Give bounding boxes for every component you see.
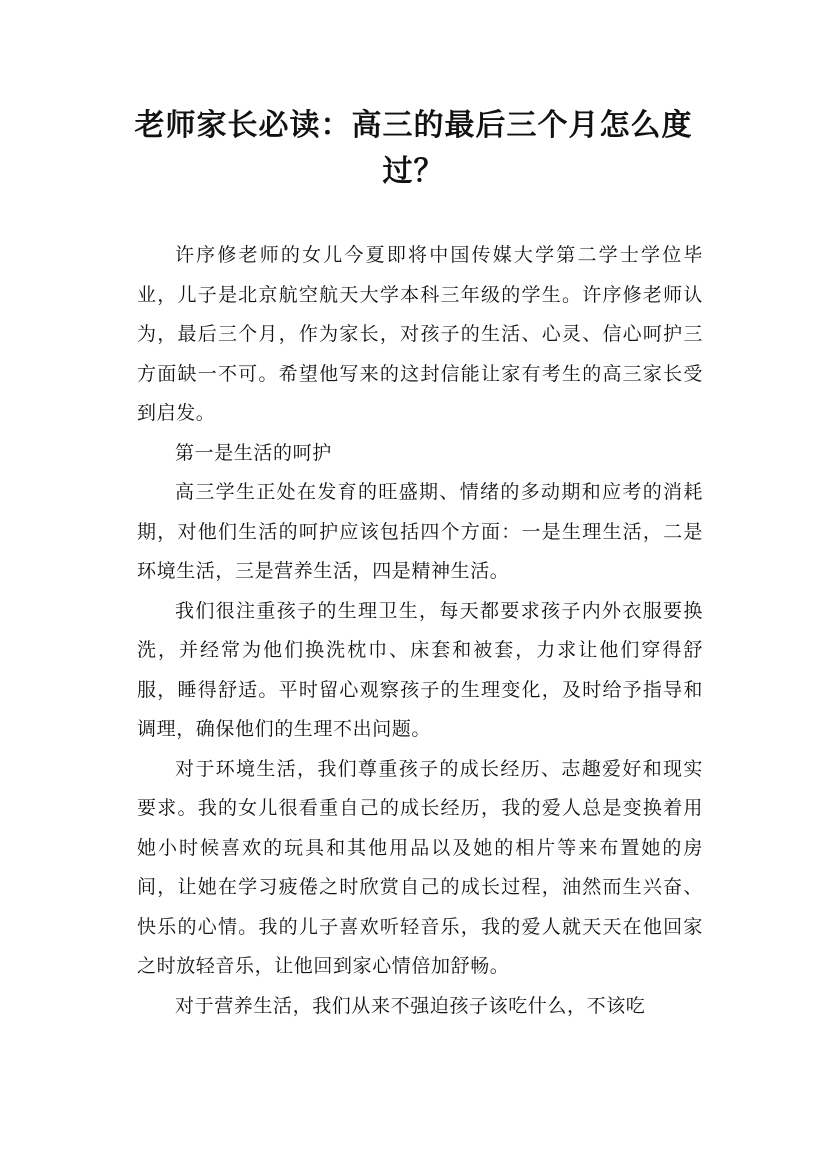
- section-heading-life-care: 第一是生活的呵护: [175, 441, 332, 464]
- paragraph-life-care-overview: 高三学生正处在发育的旺盛期、情绪的多动期和应考的消耗期，对他们生活的呵护应该包括四个方面：一是生理生活，二是环境生活，三是营养生活，四是精神生活。: [137, 481, 703, 582]
- paragraph-intro: 许序修老师的女儿今夏即将中国传媒大学第二学士学位毕业，儿子是北京航空航天大学本科三年级的学生。许序修老师认为，最后三个月，作为家长，对孩子的生活、心灵、信心呵护三方面缺一不可。希望他写来的这封信能让家有考生的高三家长受到启发。: [137, 244, 703, 424]
- paragraph-environment-life: 对于环境生活，我们尊重孩子的成长经历、志趣爱好和现实要求。我的女儿很看重自己的成长经历，我的爱人总是变换着用她小时候喜欢的玩具和其他用品以及她的相片等来布置她的房间，让她在学习疲倦之时欣赏自己的成长过程，油然而生兴奋、快乐的心情。我的儿子喜欢听轻音乐，我的爱人就天天在他回家之时放轻音乐，让他回到家心情倍加舒畅。: [137, 757, 703, 977]
- document-body: [137, 236, 703, 1026]
- paragraph-nutrition-life: 对于营养生活，我们从来不强迫孩子该吃什么，不该吃: [175, 994, 646, 1017]
- paragraph-physical-hygiene: 我们很注重孩子的生理卫生，每天都要求孩子内外衣服要换洗，并经常为他们换洗枕巾、床套和被套，力求让他们穿得舒服，睡得舒适。平时留心观察孩子的生理变化，及时给予指导和调理，确保他们的生理不出问题。: [137, 599, 703, 740]
- document-title: 老师家长必读：高三的最后三个月怎么度过？: [134, 108, 693, 189]
